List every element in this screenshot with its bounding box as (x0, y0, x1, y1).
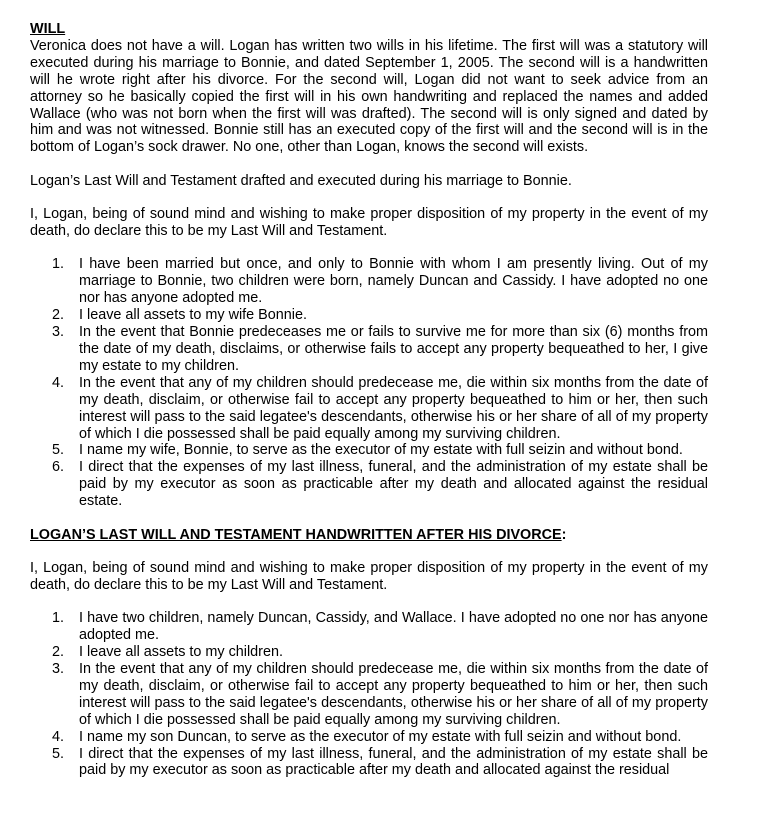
list-item: 3. In the event that Bonnie predeceases me or fails to survive me for more than six (6) months from the date of my death, disclaims, or otherwise fails to accept any property bequeathed to her, I give my estate to my children. (52, 324, 708, 374)
list-item: 2. I leave all assets to my wife Bonnie. (52, 307, 307, 324)
second-will-declaration: I, Logan, being of sound mind and wishing to make proper disposition of my property in the event of my death, do declare this to be my Last Will and Testament. (30, 559, 708, 593)
first-will-declaration: I, Logan, being of sound mind and wishing to make proper disposition of my property in the event of my death, do declare this to be my Last Will and Testament. (30, 206, 708, 240)
list-item: 6. I direct that the expenses of my last illness, funeral, and the administration of my estate shall be paid by my executor as soon as practicable after my death and allocated against the residual estate. (52, 459, 708, 510)
section-title: WILL (30, 21, 66, 37)
list-item: 1. I have two children, namely Duncan, Cassidy, and Wallace. I have adopted no one nor has anyone adopted me. (52, 610, 708, 644)
first-will-caption: Logan’s Last Will and Testament drafted and executed during his marriage to Bonnie. (30, 172, 572, 189)
first-will-list (30, 256, 708, 510)
list-item: 3. In the event that any of my children should predecease me, die within six months from the date of my death, disclaim, or otherwise fail to accept any property bequeathed to him or her, then such interest will pass to the said legatee's descendants, otherwise his or her share of all of my property of which I die possessed shall be paid equally among my surviving children. (52, 661, 708, 728)
second-will-heading-colon: : (561, 526, 567, 543)
second-will-list (30, 610, 708, 779)
list-item: 4. I name my son Duncan, to serve as the executor of my estate with full seizin and without bond. (52, 728, 682, 745)
document-page (30, 21, 708, 779)
list-item: 5. I direct that the expenses of my last illness, funeral, and the administration of my estate shall be paid by my executor as soon as practicable after my death and allocated against the residual (52, 745, 708, 779)
list-item: 5. I name my wife, Bonnie, to serve as the executor of my estate with full seizin and without bond. (52, 442, 683, 459)
second-will-heading-line (30, 527, 708, 544)
list-item: 4. In the event that any of my children should predecease me, die within six months from the date of my death, disclaim, or otherwise fail to accept any property bequeathed to him or her, then such interest will pass to the said legatee's descendants, otherwise his or her share of all of my property of which I die possessed shall be paid equally among my surviving children. (52, 374, 708, 442)
second-will-heading: LOGAN’S LAST WILL AND TESTAMENT HANDWRITTEN AFTER HIS DIVORCE (30, 526, 562, 543)
list-item: 1. I have been married but once, and only to Bonnie with whom I am presently living. Out of my marriage to Bonnie, two children were born, namely Duncan and Cassidy. I have adopted no one nor has anyone adopted me. (52, 256, 708, 307)
intro-paragraph: Veronica does not have a will. Logan has written two wills in his lifetime. The first will was a statutory will executed during his marriage to Bonnie, and dated September 1, 2005. The second will is a handwritten will he wrote right after his divorce. For the second will, Logan did not want to seek advice from an attorney so he basically copied the first will in his own handwriting and replaced the names and added Wallace (who was not born when the first will was drafted). The second will is only signed and dated by him and was not witnessed. Bonnie still has an executed copy of the first will and the second will is in the bottom of Logan’s sock drawer. No one, other than Logan, knows the second will exists. (30, 37, 708, 156)
list-item: 2. I leave all assets to my children. (52, 644, 283, 661)
